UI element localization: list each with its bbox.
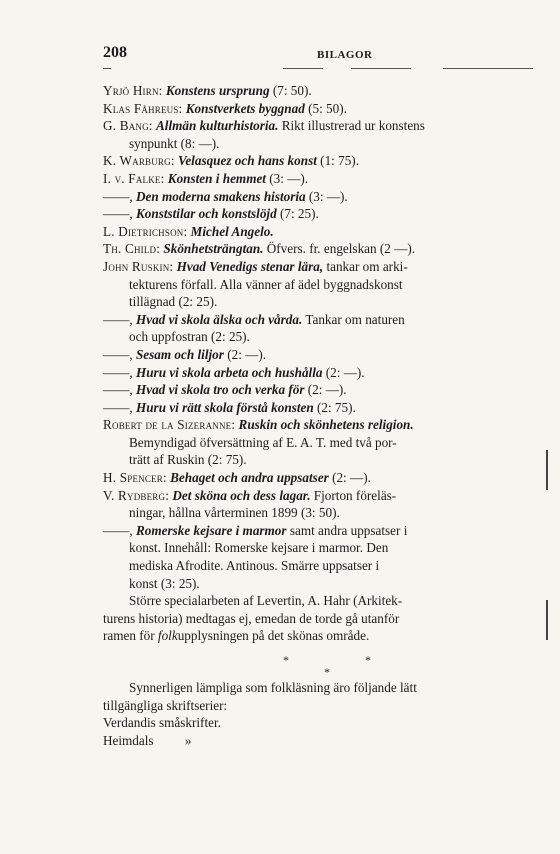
bibliography-entry: L. Dietrichson: Michel Angelo. <box>103 223 274 239</box>
bibliography-entry: K. Warburg: Velasquez och hans konst (1: 75). <box>103 153 359 169</box>
bibliography-entry: ——, Huru vi skola arbeta och hushålla (2: —). <box>103 364 365 380</box>
entry-continuation: och uppfostran (2: 25). <box>129 329 250 345</box>
bibliography-entry: ——, Romerske kejsare i marmor samt andra uppsatser i <box>103 522 408 538</box>
bibliography-entry: Robert de la Sizeranne: Ruskin och skönhetens religion. <box>103 417 414 433</box>
bibliography-entry: G. Bang: Allmän kulturhistoria. Rikt illustrerad ur konstens <box>103 118 425 134</box>
entry-continuation: trätt af Ruskin (2: 75). <box>129 452 247 468</box>
bibliography-entry: Yrjö Hirn: Konstens ursprung (7: 50). <box>103 83 312 98</box>
page-header <box>103 44 533 68</box>
header-rule <box>443 68 533 69</box>
separator-asterisk: * <box>324 665 330 679</box>
note-paragraph-line: turens historia) medtagas ej, emedan de torde gå utanför <box>103 610 400 626</box>
entry-continuation: mediska Afrodite. Antinous. Smärre uppsatser i <box>129 558 380 574</box>
entry-continuation: ningar, hållna vårterminen 1899 (3: 50). <box>129 505 340 521</box>
entry-continuation: synpunkt (8: —). <box>129 135 220 151</box>
bibliography-entry: ——, Konststilar och konstslöjd (7: 25). <box>103 206 319 222</box>
entry-continuation: Bemyndigad öfversättning af E. A. T. med två por- <box>129 434 397 450</box>
bibliography-entry: ——, Hvad vi skola älska och vårda. Tankar om naturen <box>103 311 405 327</box>
note-paragraph-line: Större specialarbeten af Levertin, A. Hahr (Arkitek- <box>129 593 403 609</box>
ditto-mark: » <box>184 732 192 748</box>
bibliography-entry: Klas Fåhreus: Konstverkets byggnad (5: 50). <box>103 100 347 116</box>
series-list-item: Verdandis småskrifter. <box>103 715 221 731</box>
bibliography-entry: ——, Den moderna smakens historia (3: —). <box>103 188 348 204</box>
bibliography-entry: ——, Sesam och liljor (2: —). <box>103 346 267 362</box>
bibliography-entry: ——, Huru vi rätt skola förstå konsten (2: 75). <box>103 399 356 415</box>
bibliography-entry: Th. Child: Skönhetsträngtan. Öfvers. fr. engelskan (2 —). <box>103 241 416 257</box>
closing-paragraph-line: Synnerligen lämpliga som folkläsning äro följande lätt <box>129 680 417 695</box>
entry-continuation: konst (3: 25). <box>129 575 200 591</box>
bibliography-entry: I. v. Falke: Konsten i hemmet (3: —). <box>103 170 309 186</box>
separator-asterisk: * <box>365 653 371 667</box>
entry-continuation: tekturens förfall. Alla vänner af ädel byggnadskonst <box>129 276 403 292</box>
bibliography-entry: H. Spencer: Behaget och andra uppsatser (2: —). <box>103 470 371 486</box>
section-separator <box>103 645 533 679</box>
page-edge-mark <box>546 600 548 640</box>
header-rule <box>351 68 411 69</box>
series-list-item: Heimdals » <box>103 732 192 748</box>
header-rule <box>283 68 323 69</box>
bibliography-entry: ——, Hvad vi skola tro och verka för (2: —). <box>103 382 347 398</box>
entry-continuation: konst. Innehåll: Romerske kejsare i marmor. Den <box>129 540 389 556</box>
separator-asterisk: * <box>283 653 289 667</box>
bibliography-entry: V. Rydberg: Det sköna och dess lagar. Fjorton föreläs- <box>103 487 397 503</box>
header-rule <box>103 68 111 69</box>
bibliography-entry: John Ruskin: Hvad Venedigs stenar lära, tankar om arki- <box>103 258 408 274</box>
bibliography <box>103 82 533 749</box>
note-paragraph-line: ramen för folkupplysningen på det skönas område. <box>103 628 370 644</box>
page-number: 208 <box>103 44 127 61</box>
closing-paragraph-line: tillgängliga skriftserier: <box>103 697 228 713</box>
page-edge-mark <box>546 450 548 490</box>
running-head: BILAGOR <box>317 49 373 61</box>
entry-continuation: tillägnad (2: 25). <box>129 294 218 310</box>
